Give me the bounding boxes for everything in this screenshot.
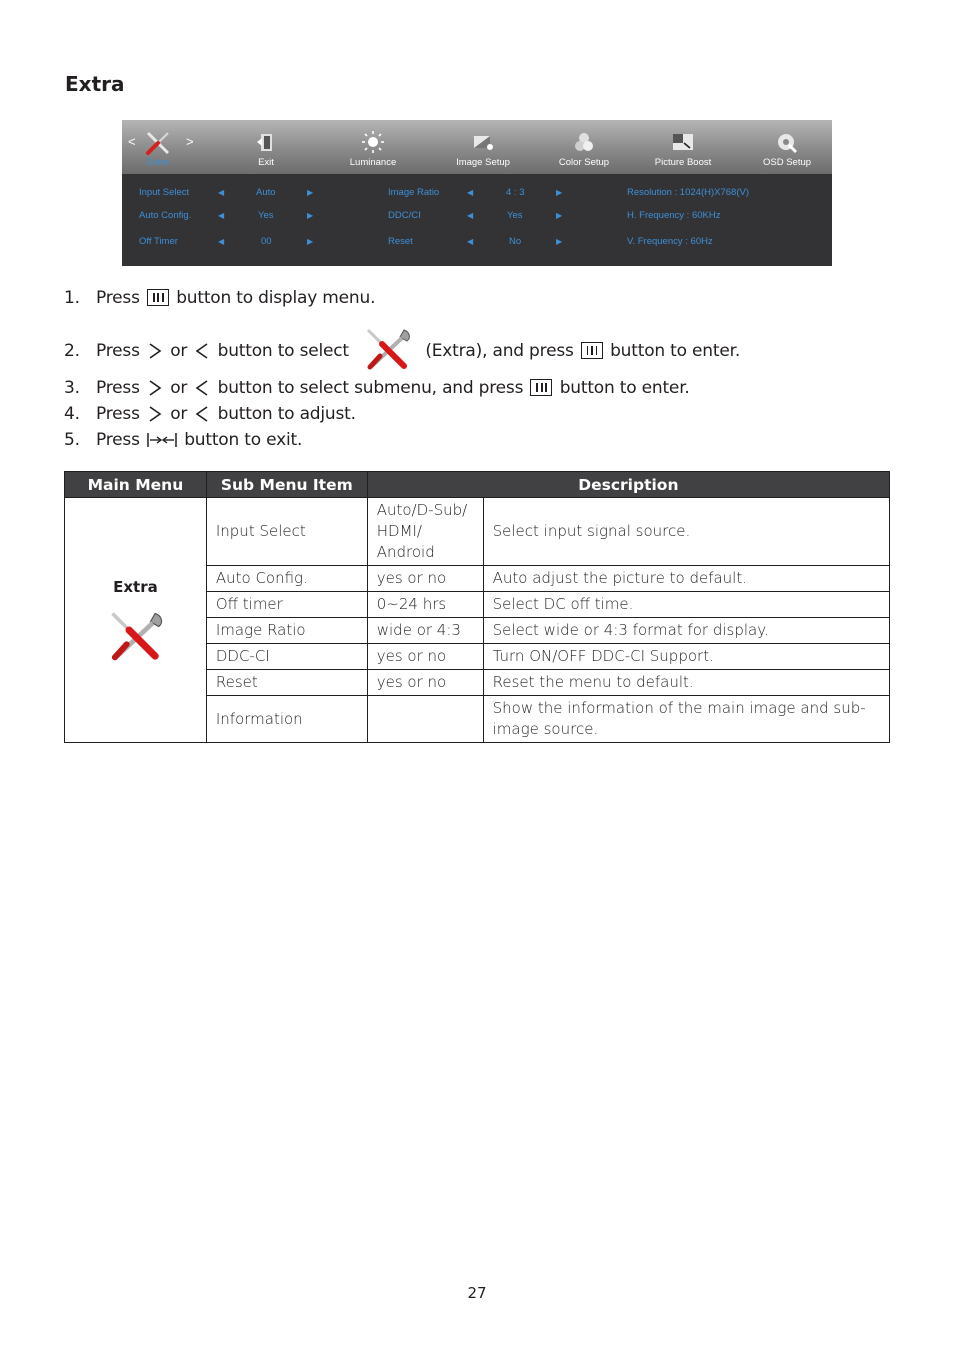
chevron-right-icon (148, 379, 162, 397)
osd-tab-label: Picture Boost (654, 157, 712, 168)
osd-tab-osd-setup[interactable] (732, 120, 832, 174)
exit-button-icon (147, 431, 177, 449)
item-value: yes or no (367, 566, 483, 592)
menu-button-icon (147, 289, 169, 306)
image-setup-icon (469, 130, 497, 156)
triangle-right-icon[interactable]: ▶ (556, 237, 563, 246)
triangle-left-icon[interactable]: ◀ (218, 237, 225, 246)
header-description: Description (367, 472, 889, 498)
osd-value: No (509, 236, 522, 247)
item-value: 0~24 hrs (367, 592, 483, 618)
osd-item-off-timer[interactable]: Off Timer (139, 236, 178, 247)
sun-icon (359, 130, 387, 156)
sub-menu-item: Auto Config. (206, 566, 367, 592)
chevron-right-icon[interactable]: > (186, 134, 194, 149)
color-circles-icon (570, 130, 598, 156)
chevron-right-icon (148, 405, 162, 423)
osd-tab-label: Color Setup (558, 157, 610, 168)
osd-value: 4 : 3 (506, 187, 525, 198)
step-3: 3. Press or button to select submenu, and press button to enter. (64, 378, 690, 398)
item-value: Auto/D-Sub/ HDMI/ Android (367, 498, 483, 566)
osd-tab-label: Luminance (349, 157, 397, 168)
osd-tab-bar (122, 120, 832, 174)
extra-menu-table (64, 471, 890, 743)
osd-tab-picture-boost[interactable] (628, 120, 738, 174)
chevron-right-icon (148, 342, 162, 360)
osd-info-v-frequency: V. Frequency : 60Hz (627, 236, 713, 247)
page-number: 27 (467, 1284, 487, 1302)
osd-tab-color-setup[interactable] (529, 120, 639, 174)
osd-tab-image-setup[interactable] (428, 120, 538, 174)
sub-menu-item: Input Select (206, 498, 367, 566)
item-description: Reset the menu to default. (483, 670, 889, 696)
osd-info-resolution: Resolution : 1024(H)X768(V) (627, 187, 749, 198)
osd-setup-icon (773, 130, 801, 156)
tools-icon (144, 130, 172, 156)
header-main-menu: Main Menu (65, 472, 207, 498)
page-title: Extra (65, 72, 125, 96)
osd-tab-label: Extra (146, 157, 170, 168)
item-value: yes or no (367, 644, 483, 670)
sub-menu-item: Reset (206, 670, 367, 696)
osd-tab-label: OSD Setup (762, 157, 812, 168)
menu-button-icon (530, 379, 552, 396)
osd-item-ddc-ci[interactable]: DDC/CI (388, 210, 421, 221)
sub-menu-item: DDC-CI (206, 644, 367, 670)
item-value: yes or no (367, 670, 483, 696)
osd-value: 00 (261, 236, 272, 247)
item-description: Auto adjust the picture to default. (483, 566, 889, 592)
osd-item-reset[interactable]: Reset (388, 236, 413, 247)
triangle-right-icon[interactable]: ▶ (556, 188, 563, 197)
sub-menu-item: Information (206, 696, 367, 743)
tools-icon (103, 606, 167, 666)
chevron-left-icon (195, 342, 209, 360)
chevron-left-icon (195, 405, 209, 423)
osd-tab-luminance[interactable] (318, 120, 428, 174)
triangle-right-icon[interactable]: ▶ (307, 211, 314, 220)
osd-item-image-ratio[interactable]: Image Ratio (388, 187, 440, 198)
item-description: Show the information of the main image and sub-image source. (483, 696, 889, 743)
step-5: 5. Press button to exit. (64, 430, 303, 450)
chevron-left-icon[interactable]: < (128, 134, 136, 149)
triangle-left-icon[interactable]: ◀ (467, 211, 474, 220)
triangle-left-icon[interactable]: ◀ (218, 188, 225, 197)
triangle-left-icon[interactable]: ◀ (467, 188, 474, 197)
triangle-right-icon[interactable]: ▶ (307, 237, 314, 246)
triangle-left-icon[interactable]: ◀ (467, 237, 474, 246)
table-header-row (65, 472, 890, 498)
osd-tab-label: Image Setup (456, 157, 510, 168)
item-value: wide or 4:3 (367, 618, 483, 644)
osd-tab-exit[interactable] (211, 120, 321, 174)
osd-menu-panel (122, 120, 832, 266)
osd-value: Auto (256, 187, 276, 198)
item-description: Select DC off time. (483, 592, 889, 618)
picture-boost-icon (669, 130, 697, 156)
step-4: 4. Press or button to adjust. (64, 404, 356, 424)
item-description: Select wide or 4:3 format for display. (483, 618, 889, 644)
table-row (65, 498, 890, 566)
exit-door-icon (252, 130, 280, 156)
menu-button-icon (581, 342, 603, 359)
sub-menu-item: Off timer (206, 592, 367, 618)
triangle-right-icon[interactable]: ▶ (556, 211, 563, 220)
main-menu-label: Extra (113, 577, 158, 596)
osd-tab-label: Exit (258, 157, 274, 168)
tools-icon (360, 326, 414, 372)
sub-menu-item: Image Ratio (206, 618, 367, 644)
osd-item-auto-config[interactable]: Auto Config. (139, 210, 192, 221)
step-2: 2. Press or button to select (Extra), and press button to enter. (64, 326, 740, 372)
item-description: Select input signal source. (483, 498, 889, 566)
osd-value: Yes (258, 210, 274, 221)
step-1: 1. Press button to display menu. (64, 288, 376, 308)
item-value (367, 696, 483, 743)
osd-tab-extra[interactable] (122, 120, 213, 174)
main-menu-cell (65, 498, 207, 743)
osd-item-input-select[interactable]: Input Select (139, 187, 190, 198)
item-description: Turn ON/OFF DDC-CI Support. (483, 644, 889, 670)
header-sub-menu-item: Sub Menu Item (206, 472, 367, 498)
osd-value: Yes (507, 210, 523, 221)
chevron-left-icon (195, 379, 209, 397)
osd-info-h-frequency: H. Frequency : 60KHz (627, 210, 721, 221)
triangle-right-icon[interactable]: ▶ (307, 188, 314, 197)
triangle-left-icon[interactable]: ◀ (218, 211, 225, 220)
